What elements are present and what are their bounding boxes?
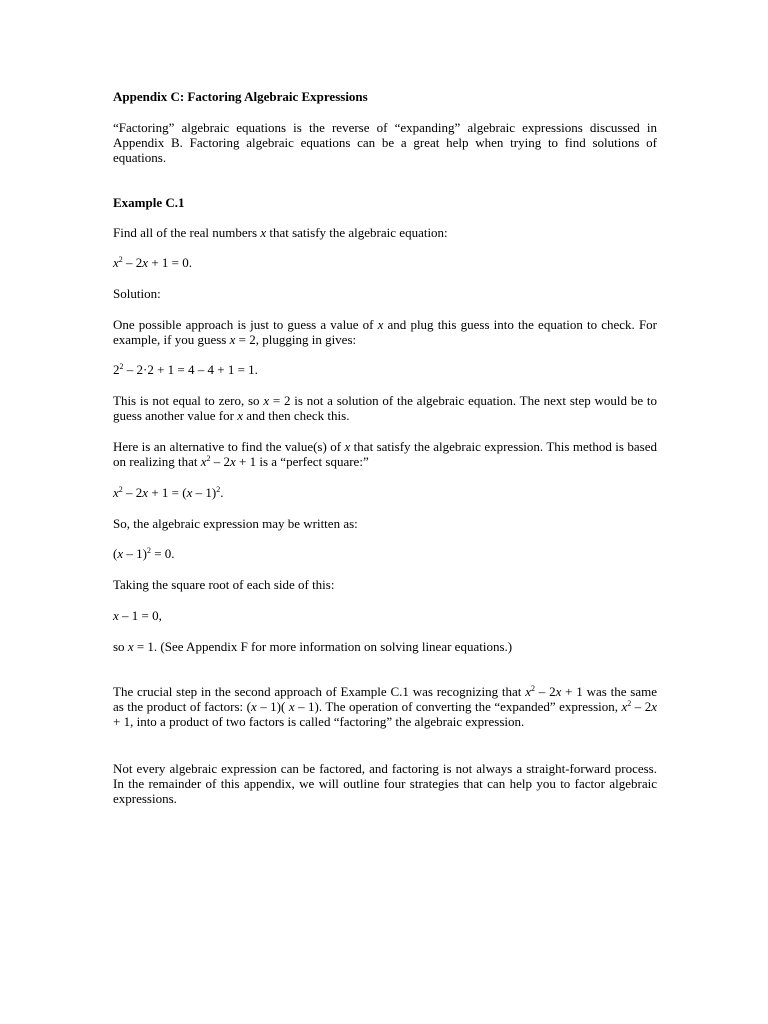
solution-label: Solution: [113,286,161,301]
check-calculation: $2^2 - 2\cdot 2 + 1 = 4 - 4 + 1 = 1$. [113,362,258,377]
appendix-heading: Appendix C: Factoring Algebraic Expressions [113,89,368,104]
equation-line: $x^2 - 2x + 1 = 0$. [113,255,192,270]
example-title: Example C.1 [113,195,185,210]
closing-paragraph: Not every algebraic expression can be factored, and factoring is not always a straight-forward process. In the remainder of this appendix, we will outline four strategies that can help you to factor algebraic expressions. [113,761,657,806]
not-zero-paragraph: This is not equal to zero, so x = 2 is not a solution of the algebraic equation. The next step would be to guess another value for x and then check this. [113,393,657,423]
linear-equation: x – 1 = 0, [113,608,162,623]
crucial-step-paragraph: The crucial step in the second approach of Example C.1 was recognizing that $x^2 - 2x + 1$ was the same as the product of factors: (x – 1)( x – 1). The operation of converting the “expanded” expression, $x^2 - 2x + 1$, into a product of two factors is called “factoring” the algebraic expression. [113,684,658,729]
approach-paragraph: One possible approach is just to guess a value of x and plug this guess into the equation to check. For example, if you guess x = 2, plugging in gives: [113,317,657,347]
alternative-paragraph: Here is an alternative to find the value(s) of x that satisfy the algebraic expression. This method is based on realizing that $x^2 - 2x + 1$ is a “perfect square:” [113,439,657,469]
perfect-square-equation: $x^2 - 2x + 1 = (x - 1)^2$. [113,485,224,500]
result-line: so x = 1. (See Appendix F for more information on solving linear equations.) [113,639,513,654]
square-root-text: Taking the square root of each side of this: [113,577,335,592]
written-as-text: So, the algebraic expression may be written as: [113,516,358,531]
intro-paragraph: “Factoring” algebraic equations is the reverse of “expanding” algebraic expressions discussed in Appendix B. Factoring algebraic equations can be a great help when trying to find solutions of equations. [113,120,657,165]
squared-equation: (x – 1)$^2$ = 0. [113,546,175,561]
example-prompt: Find all of the real numbers x that satisfy the algebraic equation: [113,225,448,240]
